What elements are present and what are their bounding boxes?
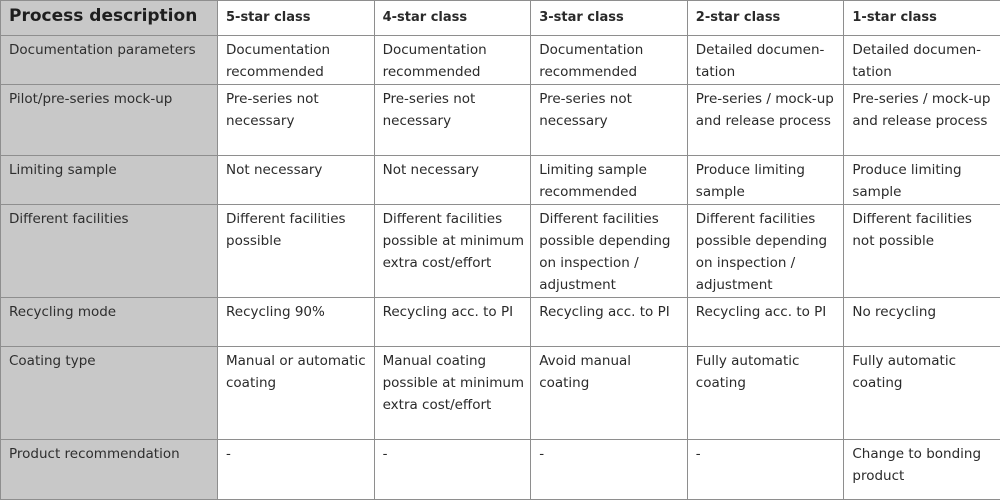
table-cell: Manual or automatic coating — [218, 347, 375, 440]
table-cell: Pre-series / mock-up and release process — [687, 85, 844, 156]
table-cell: Documentation recommended — [531, 36, 688, 85]
table-cell: No recycling — [844, 298, 1000, 347]
table-cell: Documentation recommended — [218, 36, 375, 85]
table-cell: Change to bonding product — [844, 440, 1000, 500]
table-cell: Produce limiting sample — [687, 156, 844, 205]
table-cell: Detailed documen-tation — [687, 36, 844, 85]
table-cell: Recycling acc. to PI — [687, 298, 844, 347]
table-cell: Documentation recommended — [374, 36, 531, 85]
table-cell: - — [374, 440, 531, 500]
column-header-5-star: 5-star class — [218, 1, 375, 36]
column-header-1-star: 1-star class — [844, 1, 1000, 36]
table-cell: Different facilities possible depending on inspection / adjustment — [531, 205, 688, 298]
table-cell: Produce limiting sample — [844, 156, 1000, 205]
row-label: Recycling mode — [1, 298, 218, 347]
table-cell: Recycling acc. to PI — [374, 298, 531, 347]
table-row — [1, 298, 1000, 347]
table-row — [1, 440, 1000, 500]
table-cell: Recycling acc. to PI — [531, 298, 688, 347]
row-label: Product recommendation — [1, 440, 218, 500]
table-cell: Detailed documen-tation — [844, 36, 1000, 85]
table-cell: Pre-series not necessary — [218, 85, 375, 156]
table-row — [1, 347, 1000, 440]
table-row — [1, 85, 1000, 156]
table-cell: Avoid manual coating — [531, 347, 688, 440]
table-cell: Recycling 90% — [218, 298, 375, 347]
table-cell: Fully automatic coating — [687, 347, 844, 440]
table-cell: - — [531, 440, 688, 500]
table-cell: - — [687, 440, 844, 500]
row-label: Limiting sample — [1, 156, 218, 205]
table-row — [1, 36, 1000, 85]
corner-header: Process description — [1, 1, 218, 36]
row-label: Documentation parameters — [1, 36, 218, 85]
row-label: Coating type — [1, 347, 218, 440]
table-cell: Pre-series not necessary — [531, 85, 688, 156]
table-cell: - — [218, 440, 375, 500]
table-row — [1, 156, 1000, 205]
table-cell: Manual coating possible at minimum extra cost/effort — [374, 347, 531, 440]
table-cell: Different facilities possible — [218, 205, 375, 298]
table-row — [1, 205, 1000, 298]
row-label: Different facilities — [1, 205, 218, 298]
table-cell: Pre-series not necessary — [374, 85, 531, 156]
row-label: Pilot/pre-series mock-up — [1, 85, 218, 156]
table-cell: Not necessary — [218, 156, 375, 205]
table-cell: Different facilities possible depending on inspection / adjustment — [687, 205, 844, 298]
table-cell: Different facilities not possible — [844, 205, 1000, 298]
table-cell: Fully automatic coating — [844, 347, 1000, 440]
column-header-3-star: 3-star class — [531, 1, 688, 36]
column-header-2-star: 2-star class — [687, 1, 844, 36]
column-header-4-star: 4-star class — [374, 1, 531, 36]
table-cell: Not necessary — [374, 156, 531, 205]
header-row — [1, 1, 1000, 36]
table-cell: Limiting sample recommended — [531, 156, 688, 205]
table-cell: Pre-series / mock-up and release process — [844, 85, 1000, 156]
table-cell: Different facilities possible at minimum extra cost/effort — [374, 205, 531, 298]
